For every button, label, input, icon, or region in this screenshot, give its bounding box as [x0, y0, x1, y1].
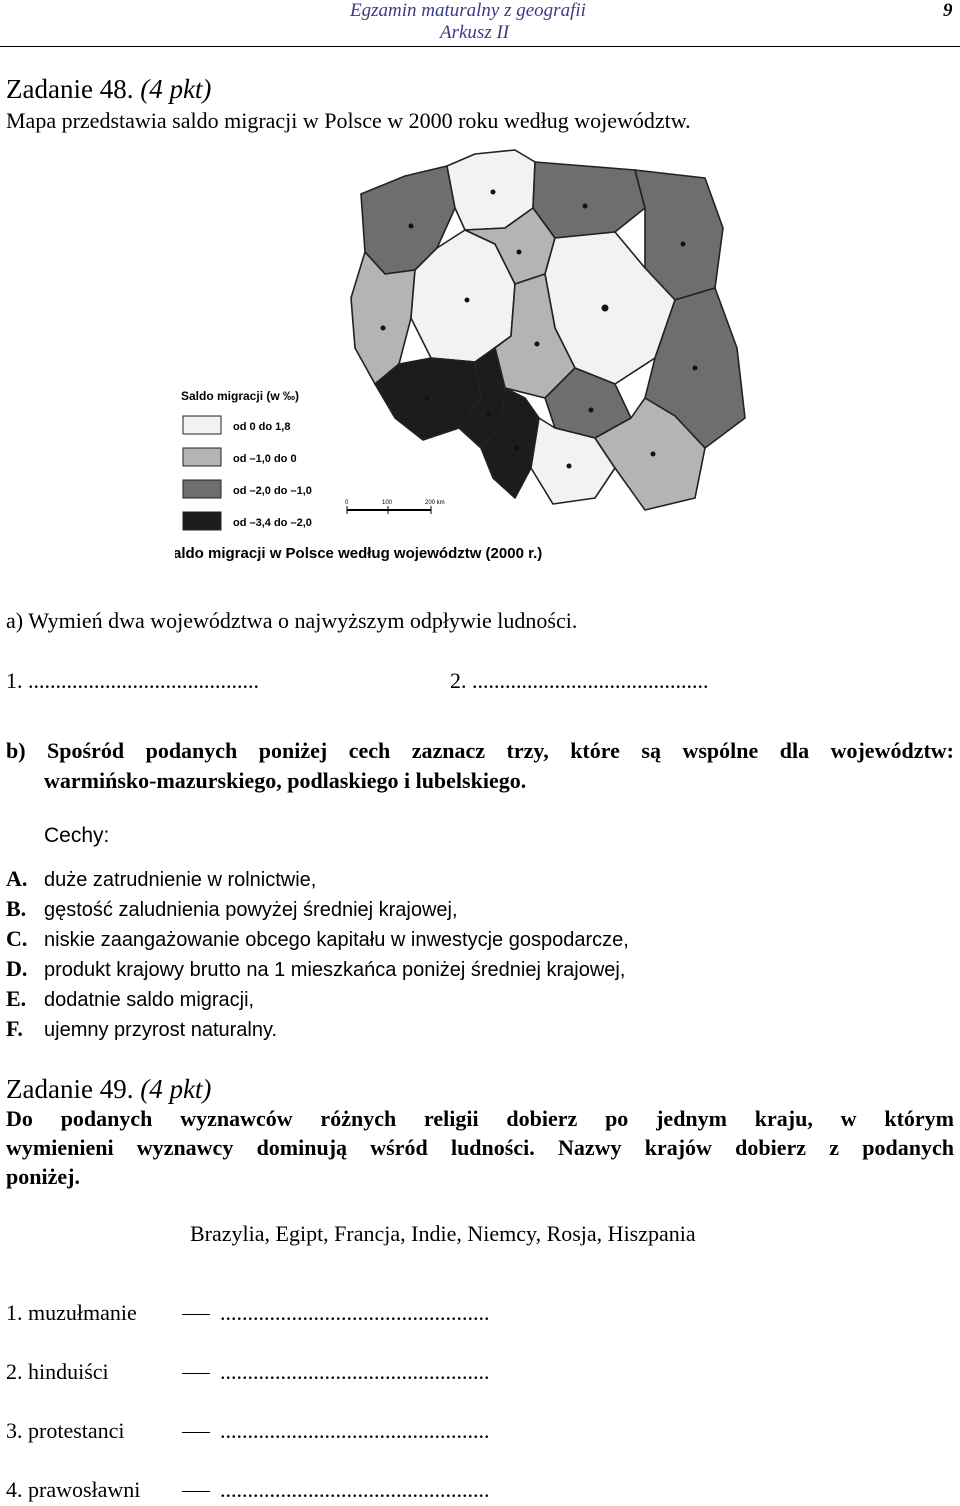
feature-letter: A.: [6, 866, 28, 891]
feature-letter: D.: [6, 956, 28, 981]
task48-part-b-line2: warmińsko-mazurskiego, podlaskiego i lubelskiego.: [44, 768, 527, 793]
feature-text: duże zatrudnienie w rolnictwie,: [44, 869, 317, 891]
feature-text: gęstość zaludnienia powyżej średniej krajowej,: [44, 899, 458, 921]
religion-label: 1. muzułmanie: [6, 1300, 137, 1325]
dash: [182, 1373, 210, 1374]
legend-swatch-1: [183, 448, 221, 466]
task49-points: (4 pkt): [140, 1074, 212, 1104]
feature-text: ujemny przyrost naturalny.: [44, 1019, 278, 1041]
feature-list: [6, 866, 629, 1046]
task48-number: Zadanie 48.: [6, 74, 134, 104]
poland-map-figure: [175, 148, 775, 578]
header-rule: [0, 46, 960, 47]
legend-label-1: od –1,0 do 0: [233, 453, 297, 465]
religion-item-2[interactable]: [6, 1359, 490, 1385]
answer-dots: .................................................: [220, 1300, 490, 1325]
legend-title: Saldo migracji (w ‰): [181, 389, 300, 403]
feature-item-a[interactable]: [6, 866, 629, 896]
task48-answer-1[interactable]: 1. ..........................................: [6, 668, 259, 693]
feature-text: dodatnie saldo migracji,: [44, 989, 255, 1011]
scale-label-1: 100: [382, 500, 393, 506]
religion-label: 4. prawosławni: [6, 1477, 141, 1502]
task48-part-a: a) Wymień dwa województwa o najwyższym odpływie ludności.: [6, 608, 578, 633]
task49-title: [6, 1074, 211, 1105]
legend-swatch-2: [183, 480, 221, 498]
region-warminsko-mazurskie: [533, 162, 645, 238]
task49-number: Zadanie 49.: [6, 1074, 134, 1104]
task48-part-b-line1: b) Spośród podanych poniżej cech zaznacz trzy, które są wspólne dla województw:: [6, 738, 954, 763]
dash: [182, 1491, 210, 1492]
migration-map: [175, 148, 775, 578]
feature-letter: C.: [6, 926, 28, 951]
answer-dots: .................................................: [220, 1477, 490, 1502]
religion-item-4[interactable]: [6, 1477, 490, 1503]
legend-swatch-3: [183, 512, 221, 530]
scale-label-0: 0: [345, 500, 349, 506]
task48-title: [6, 74, 211, 105]
religion-item-3[interactable]: [6, 1418, 490, 1444]
feature-item-f[interactable]: [6, 1016, 629, 1046]
legend-label-3: od –3,4 do –2,0: [233, 517, 312, 529]
task49-instruction-line1: Do podanych wyznawców różnych religii dobierz po jednym kraju, w którym: [6, 1106, 954, 1131]
religion-label: 2. hinduiści: [6, 1359, 109, 1384]
scale-label-2: 200 km: [425, 500, 445, 506]
features-label: Cechy:: [44, 824, 110, 847]
task48-answer-2[interactable]: 2. ...........................................: [450, 668, 709, 693]
feature-item-c[interactable]: [6, 926, 629, 956]
feature-item-d[interactable]: [6, 956, 629, 986]
feature-item-e[interactable]: [6, 986, 629, 1016]
exam-sheet: Arkusz II: [440, 22, 510, 43]
legend-label-2: od –2,0 do –1,0: [233, 485, 312, 497]
feature-item-b[interactable]: [6, 896, 629, 926]
answer-dots: .................................................: [220, 1418, 490, 1443]
scale-bar: [345, 500, 445, 514]
dash: [182, 1432, 210, 1433]
task48-points: (4 pkt): [140, 74, 212, 104]
country-list: Brazylia, Egipt, Francja, Indie, Niemcy, Rosja, Hiszpania: [190, 1221, 696, 1246]
page-number: 9: [943, 0, 953, 21]
feature-letter: F.: [6, 1016, 23, 1041]
exam-title: Egzamin maturalny z geografii: [350, 0, 586, 21]
feature-text: niskie zaangażowanie obcego kapitału w inwestycje gospodarcze,: [44, 929, 629, 951]
feature-letter: E.: [6, 986, 27, 1011]
dash: [182, 1314, 210, 1315]
religion-label: 3. protestanci: [6, 1418, 125, 1443]
task49-instruction-line3: poniżej.: [6, 1164, 80, 1189]
task49-instruction-line2: wymienieni wyznawcy dominują wśród ludności. Nazwy krajów dobierz z podanych: [6, 1135, 954, 1160]
legend: [183, 416, 312, 530]
legend-swatch-0: [183, 416, 221, 434]
legend-label-0: od 0 do 1,8: [233, 421, 291, 433]
feature-text: produkt krajowy brutto na 1 mieszkańca poniżej średniej krajowej,: [44, 959, 626, 981]
map-caption: Saldo migracji w Polsce według województw (2000 r.): [175, 545, 543, 562]
religion-item-1[interactable]: [6, 1300, 490, 1326]
answer-dots: .................................................: [220, 1359, 490, 1384]
task48-intro: Mapa przedstawia saldo migracji w Polsce w 2000 roku według województw.: [6, 108, 691, 133]
feature-letter: B.: [6, 896, 27, 921]
